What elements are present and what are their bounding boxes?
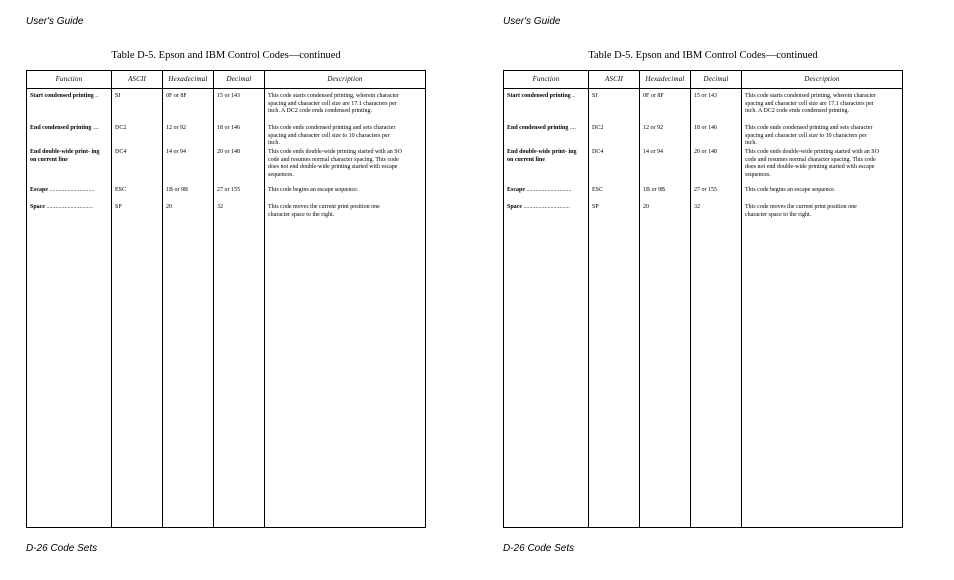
table-row-ascii: DC2 [115,125,127,131]
column-divider [162,71,163,527]
table-row-ascii: DC2 [592,125,604,131]
column-divider [588,71,589,527]
table-row-description: This code starts condensed printing, wherein character spacing and character cell size are 17.1 characters per inch. A DC2 code ends condensed printing. [268,93,399,115]
table-row-decimal: 27 or 155 [694,187,717,193]
header-ascii: ASCII [127,75,147,83]
table-row-function: Space ............................... [507,204,570,210]
table-row-function: End condensed printing .... [507,125,576,131]
table-row-function: Start condensed printing .. [30,93,99,99]
table-row-function: Escape .............................. [507,187,572,193]
page-footer: D-26 Code Sets [26,543,98,554]
control-codes-table [503,70,903,528]
table-row-hex: 1B or 9B [643,187,666,193]
table-row-hex: 14 or 94 [643,149,663,155]
table-row-description: This code ends condensed printing and sets character spacing and character cell size to 10 characters per inch. [745,125,873,147]
column-divider [639,71,640,527]
table-row-decimal: 32 [217,204,223,210]
table-row-ascii: DC4 [592,149,604,155]
control-codes-table [26,70,426,528]
table-row-description: This code ends condensed printing and sets character spacing and character cell size to 10 characters per inch. [268,125,396,147]
table-row-ascii: ESC [115,187,127,193]
running-head: User's Guide [503,16,561,27]
table-title: Table D-5. Epson and IBM Control Codes—continued [111,50,341,61]
table-row-ascii: DC4 [115,149,127,155]
table-row-hex: 14 or 94 [166,149,186,155]
header-description: Description [804,75,840,83]
table-row-hex: 0F or 8F [166,93,187,99]
table-row-hex: 0F or 8F [643,93,664,99]
column-divider [690,71,691,527]
column-divider [741,71,742,527]
header-decimal: Decimal [226,75,252,83]
table-row-ascii: SI [592,93,598,99]
page-footer: D-26 Code Sets [503,543,575,554]
table-row-description: This code starts condensed printing, wherein character spacing and character cell size are 17.1 characters per inch. A DC2 code ends condensed printing. [745,93,876,115]
table-row-hex: 20 [166,204,172,210]
header-rule [504,88,902,89]
header-decimal: Decimal [703,75,729,83]
table-row-ascii: SI [115,93,121,99]
column-divider [264,71,265,527]
column-divider [213,71,214,527]
header-description: Description [327,75,363,83]
table-row-decimal: 20 or 148 [694,149,717,155]
table-row-decimal: 15 or 143 [217,93,240,99]
header-hexadecimal: Hexadecimal [168,75,208,83]
table-row-hex: 1B or 9B [166,187,189,193]
table-title: Table D-5. Epson and IBM Control Codes—continued [588,50,818,61]
table-row-hex: 12 or 92 [166,125,186,131]
table-row-decimal: 20 or 148 [217,149,240,155]
running-head: User's Guide [26,16,84,27]
table-row-hex: 12 or 92 [643,125,663,131]
table-row-function: End double-wide print- ing on current line [507,149,577,163]
table-row-function: Space ............................... [30,204,93,210]
table-row-description: This code begins an escape sequence. [268,187,359,193]
table-row-description: This code moves the current print position one character space to the right. [268,204,380,218]
header-ascii: ASCII [604,75,624,83]
table-row-function: End condensed printing .... [30,125,99,131]
table-row-ascii: SP [115,204,122,210]
header-rule [27,88,425,89]
column-divider [111,71,112,527]
table-row-decimal: 32 [694,204,700,210]
table-row-description: This code begins an escape sequence. [745,187,836,193]
header-function: Function [532,75,560,83]
left-page [26,0,426,580]
table-row-decimal: 18 or 146 [217,125,240,131]
table-row-description: This code ends double-wide printing started with an SO code and resumes normal character spacing. This code does not end double-wide printing started with escape sequences. [268,149,402,178]
table-row-decimal: 15 or 143 [694,93,717,99]
right-page [503,0,903,580]
table-row-ascii: SP [592,204,599,210]
table-row-function: Escape .............................. [30,187,95,193]
table-row-function: End double-wide print- ing on current line [30,149,100,163]
table-row-description: This code moves the current print position one character space to the right. [745,204,857,218]
table-row-description: This code ends double-wide printing started with an SO code and resumes normal character spacing. This code does not end double-wide printing started with escape sequences. [745,149,879,178]
table-row-ascii: ESC [592,187,604,193]
table-row-decimal: 18 or 146 [694,125,717,131]
table-row-hex: 20 [643,204,649,210]
table-row-decimal: 27 or 155 [217,187,240,193]
header-hexadecimal: Hexadecimal [645,75,685,83]
table-row-function: Start condensed printing .. [507,93,576,99]
header-function: Function [55,75,83,83]
